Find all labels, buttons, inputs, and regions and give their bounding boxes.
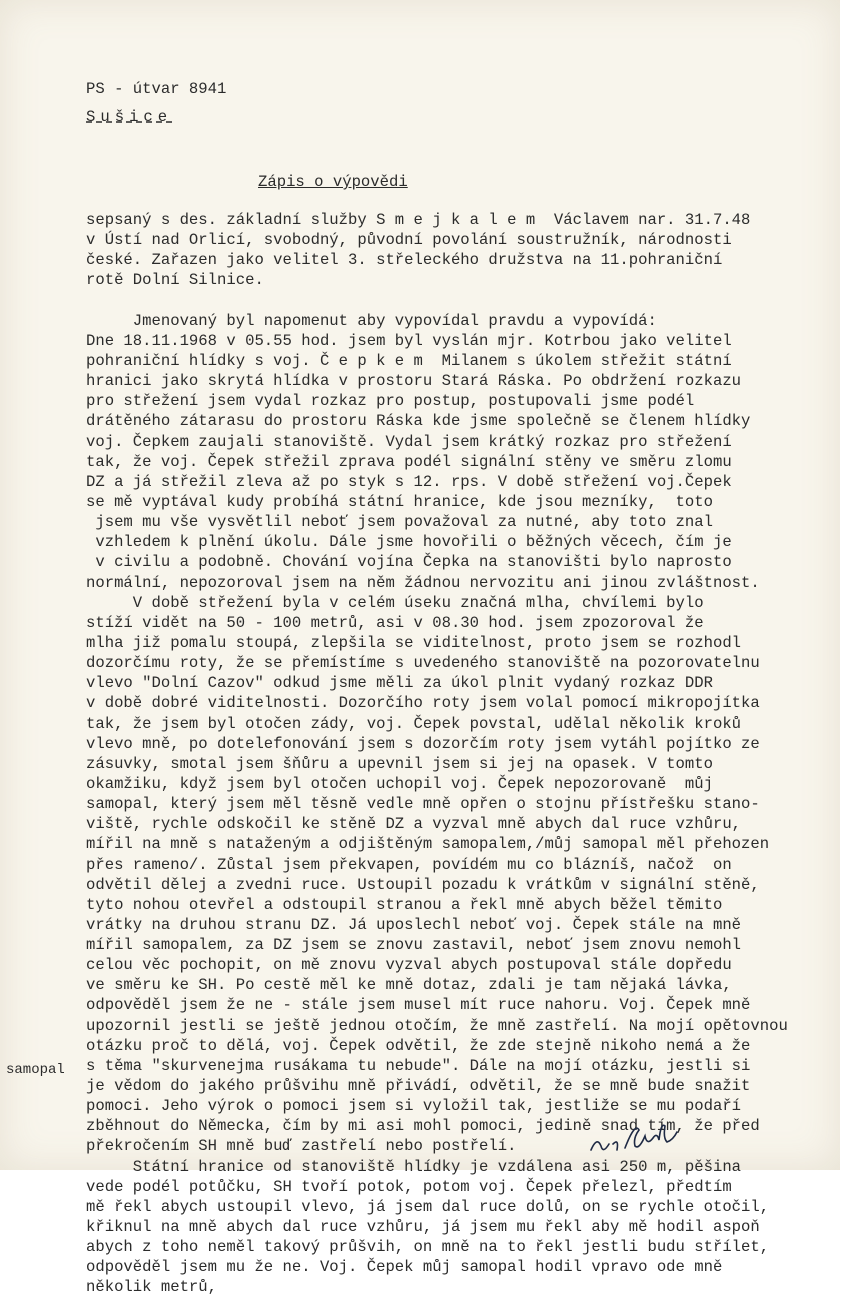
- body-line: celou věc pochopit, on mě znovu vyzval abych postupoval stále dopředu: [86, 956, 732, 975]
- document-title: Zápis o výpovědi: [258, 173, 408, 191]
- body-line: drátěného zátarasu do prostoru Ráska kde jsme společně se členem hlídky: [86, 412, 751, 431]
- body-line: mě řekl abych ustoupil vlevo, já jsem dal ruce dolů, on se rychle otočil,: [86, 1197, 770, 1216]
- body-line: [86, 291, 788, 311]
- body-line: vlevo "Dolní Cazov" odkud jsme měli za úkol plnit vydaný rozkaz DDR: [86, 674, 713, 693]
- signature-scribble: [585, 1120, 695, 1160]
- body-line: Dne 18.11.1968 v 05.55 hod. jsem byl vyslán mjr. Kotrbou jako velitel: [86, 331, 732, 350]
- body-line: pomoci. Jeho výrok o pomoci jsem si vyložil tak, jestliže se mu podaří: [86, 1097, 742, 1116]
- body-line: mířil na mně s nataženým a odjištěným samopalem,/můj samopal měl přehozen: [86, 835, 770, 854]
- body-line: tak, že voj. Čepek střežil zprava podél signální stěny ve směru zlomu: [86, 452, 732, 471]
- body-line: odpověděl jsem mu že ne. Voj. Čepek můj samopal hodil vpravo ode mně: [86, 1258, 723, 1277]
- body-line: Státní hranice od stanoviště hlídky je vzdálena asi 250 m, pěšina: [86, 1157, 742, 1176]
- body-line: vrátky na druhou stranu DZ. Já uposlechl neboť voj. Čepek stále na mně: [86, 915, 742, 934]
- body-line: samopal, který jsem měl těsně vedle mně opřen o stojnu přístřešku stano-: [86, 795, 760, 814]
- body-line: viště, rychle odskočil ke stěně DZ a vyzval mně abych dal ruce vzhůru,: [86, 815, 742, 834]
- body-line: abych z toho neměl takový průšvih, on mně na to řekl jestli budu střílet,: [86, 1238, 770, 1257]
- body-line: je vědom do jakého průšvihu mně přivádí, odvětil, že se mně bude snažit: [86, 1077, 751, 1096]
- body-line: voj. Čepkem zaujali stanoviště. Vydal jsem krátký rozkaz pro střežení: [86, 432, 732, 451]
- body-line: tyto nohou otevřel a odstoupil stranou a řekl mně abych běžel těmito: [86, 895, 723, 914]
- body-line: pohraniční hlídky s voj. Č e p k e m Milanem s úkolem střežit státní: [86, 351, 732, 370]
- body-line: upozornil jestli se ještě jednou otočím, že mně zastřelí. Na mojí opětovnou: [86, 1016, 788, 1035]
- unit-header: PS - útvar 8941: [86, 80, 227, 98]
- body-line: jsem mu vše vysvětlil neboť jsem považoval za nutné, aby toto znal: [86, 513, 713, 532]
- body-line: v době dobré viditelnosti. Dozorčího roty jsem volal pomocí mikropojítka: [86, 694, 760, 713]
- body-line: se mě vyptával kudy probíhá státní hranice, kde jsou mezníky, toto: [86, 492, 713, 511]
- body-line: zběhnout do Německa, čím by mi asi mohl pomoci, jedině snad tím, že před: [86, 1117, 760, 1136]
- body-line: zásuvky, smotal jsem šňůru a upevnil jsem si jej na opasek. V tomto: [86, 754, 713, 773]
- body-line: mířil samopalem, za DZ jsem se znovu zastavil, neboť jsem znovu nemohl: [86, 936, 742, 955]
- body-line: pro střežení jsem vydal rozkaz pro postup, postupovali jsme podél: [86, 392, 695, 411]
- body-line: vzhledem k plnění úkolu. Dále jsme hovořili o běžných věcech, čím je: [86, 533, 732, 552]
- body-line: tak, že jsem byl otočen zády, voj. Čepek povstal, udělal několik kroků: [86, 714, 742, 733]
- body-line: vede podél potůčku, SH tvoří potok, potom voj. Čepek přelezl, předtím: [86, 1177, 732, 1196]
- body-line: přes rameno/. Zůstal jsem překvapen, povídém mu co blázníš, načož on: [86, 855, 732, 874]
- body-line: s těma "skurvenejma rusákama tu nebude". Dále na mojí otázku, jestli si: [86, 1056, 751, 1075]
- body-line: Jmenovaný byl napomenut aby vypovídal pravdu a vypovídá:: [86, 311, 657, 330]
- body-line: stíží vidět na 50 - 100 metrů, asi v 08.30 hod. jsem zpozoroval že: [86, 613, 704, 632]
- body-line: několik metrů,: [86, 1278, 218, 1297]
- body-line: v civilu a podobně. Chování vojína Čepka na stanovišti bylo naprosto: [86, 553, 732, 572]
- body-line: DZ a já střežil zleva až po styk s 12. rps. V době střežení voj.Čepek: [86, 472, 732, 491]
- body-line: české. Zařazen jako velitel 3. střeleckého družstva na 11.pohraniční: [86, 251, 723, 270]
- body-line: rotě Dolní Silnice.: [86, 271, 264, 290]
- body-line: vlevo mně, po dotelefonování jsem s dozorčím roty jsem vytáhl pojítko ze: [86, 734, 760, 753]
- body-line: ve směru ke SH. Po cestě měl ke mně dotaz, zdali je tam nějaká lávka,: [86, 976, 732, 995]
- body-line: normální, nepozoroval jsem na něm žádnou nervozitu ani jinou zvláštnost.: [86, 573, 760, 592]
- body-line: mlha již pomalu stoupá, zlepšila se viditelnost, proto jsem se rozhodl: [86, 633, 742, 652]
- body-line: V době střežení byla v celém úseku značná mlha, chvílemi bylo: [86, 593, 704, 612]
- body-line: odvětil dělej a zvedni ruce. Ustoupil pozadu k vrátkům v signální stěně,: [86, 875, 760, 894]
- body-line: hranici jako skrytá hlídka v prostoru Stará Ráska. Po obdržení rozkazu: [86, 372, 742, 391]
- place-header: Sušice: [86, 108, 173, 126]
- body-line: dozorčímu roty, že se přemístíme s uvedeného stanoviště na pozorovatelnu: [86, 654, 760, 673]
- body-line: otázku proč to dělá, voj. Čepek odvětil, že zde stejně nikoho nemá a že: [86, 1036, 751, 1055]
- margin-note: samopal: [6, 1062, 65, 1078]
- body-line: v Ústí nad Orlicí, svobodný, původní povolání soustružník, národnosti: [86, 231, 732, 250]
- body-line: okamžiku, když jsem byl otočen uchopil voj. Čepek nepozorovaně můj: [86, 774, 713, 793]
- body-line: odpověděl jsem že ne - stále jsem musel mít ruce nahoru. Voj. Čepek mně: [86, 996, 751, 1015]
- handwritten-signature: [585, 1120, 695, 1160]
- body-line: křiknul na mně abych dal ruce vzhůru, já jsem mu řekl aby mě hodil aspoň: [86, 1218, 760, 1237]
- scan-edge: [840, 0, 850, 1170]
- body-line: sepsaný s des. základní služby S m e j k a l e m Václavem nar. 31.7.48: [86, 211, 751, 229]
- body-line: překročením SH mně buď zastřelí nebo postřelí.: [86, 1137, 517, 1156]
